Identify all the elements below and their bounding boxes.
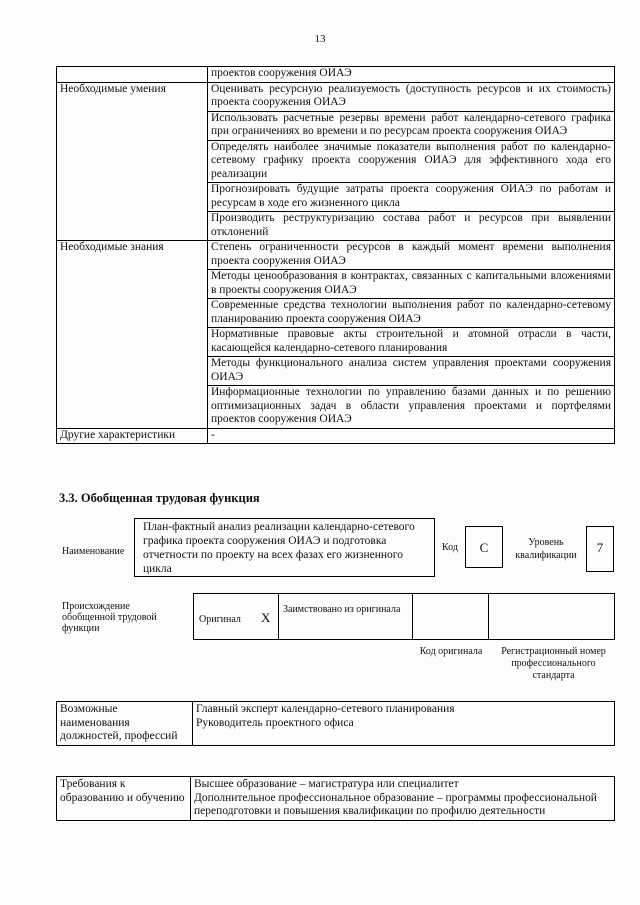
section-title: 3.3. Обобщенная трудовая функция	[59, 491, 260, 505]
table-row	[57, 241, 615, 270]
row-value: проектов сооружения ОИАЭ	[208, 67, 615, 83]
positions-table	[56, 701, 615, 746]
row-value: Оценивать ресурсную реализуемость (доступность ресурсов и их стоимость) проекта сооружения ОИАЭ	[208, 82, 615, 111]
row-value: Использовать расчетные резервы времени работ календарно-сетевого графика при ограничениях во времени и по ресурсам проекта сооружения ОИАЭ	[208, 111, 615, 140]
table-row	[57, 67, 615, 83]
row-value: Методы ценообразования в контрактах, связанных с капитальными вложениями в проекты сооружения ОИАЭ	[208, 270, 615, 299]
code-label: Код	[442, 542, 458, 553]
row-label	[57, 67, 208, 83]
name-label: Наименование	[62, 546, 125, 557]
row-value: Определять наиболее значимые показатели выполнения работ по календарно-сетевому графику проекта сооружения ОИАЭ для эффективного хода его реализации	[208, 140, 615, 183]
origin-label: Происхождение обобщенной трудовой функции	[62, 601, 157, 634]
positions-item: Руководитель проектного офиса	[196, 716, 354, 729]
table-row	[57, 428, 615, 444]
row-value: -	[208, 428, 615, 444]
row-value: Прогнозировать будущие затраты проекта сооружения ОИАЭ по работам и ресурсам в ходе его жизненного цикла	[208, 183, 615, 212]
code-original-label: Код оригинала	[419, 646, 483, 657]
row-value: Производить реструктуризацию состава работ и ресурсов при выявлении отклонений	[208, 212, 615, 241]
skills-knowledge-table	[56, 66, 615, 444]
original-mark: X	[261, 610, 271, 625]
reg-number-cell	[489, 594, 614, 639]
row-value: Степень ограниченности ресурсов в каждый момент времени выполнения проекта сооружения ОИАЭ	[208, 241, 615, 270]
education-item: Дополнительное профессиональное образование – программы профессиональной переподготовки и повышения квалификации по профилю деятельности	[194, 791, 597, 817]
level-value: 7	[586, 526, 614, 572]
code-value: C	[465, 526, 503, 568]
level-label: Уровень квалификации	[515, 537, 577, 561]
code-original-cell	[413, 594, 489, 639]
name-value: План-фактный анализ реализации календарно-сетевого графика проекта сооружения ОИАЭ и подготовка отчетности по проекту на всех фазах его жизненного цикла	[134, 518, 435, 577]
education-item: Высшее образование – магистратура или специалитет	[194, 778, 459, 790]
page-number: 13	[314, 33, 326, 45]
row-value: Нормативные правовые акты строительной и атомной отрасли в части, касающейся календарно-сетевого планирования	[208, 328, 615, 357]
row-label: Необходимые умения	[57, 82, 208, 241]
original-cell	[194, 594, 279, 639]
positions-values	[193, 702, 615, 746]
borrowed-cell	[279, 594, 413, 639]
row-label: Другие характеристики	[57, 428, 208, 444]
reg-number-label: Регистрационный номер профессионального стандарта	[501, 646, 606, 681]
education-values	[191, 777, 615, 821]
row-label: Необходимые знания	[57, 241, 208, 429]
education-label: Требования к образованию и обучению	[57, 777, 191, 821]
positions-item: Главный эксперт календарно-сетевого планирования	[196, 703, 455, 715]
origin-row	[193, 593, 615, 640]
table-row	[57, 82, 615, 111]
positions-label: Возможные наименования должностей, профессий	[57, 702, 193, 746]
row-value: Современные средства технологии выполнения работ по календарно-сетевому планированию проекта сооружения ОИАЭ	[208, 299, 615, 328]
education-table	[56, 776, 615, 821]
row-value: Методы функционального анализа систем управления проектами сооружения ОИАЭ	[208, 357, 615, 386]
original-label: Оригинал	[199, 614, 241, 625]
borrowed-label: Заимствовано из оригинала	[283, 604, 401, 615]
row-value: Информационные технологии по управлению базами данных и по решению оптимизационных задач в области управления проектами и портфелями проектов сооружения ОИАЭ	[208, 386, 615, 429]
